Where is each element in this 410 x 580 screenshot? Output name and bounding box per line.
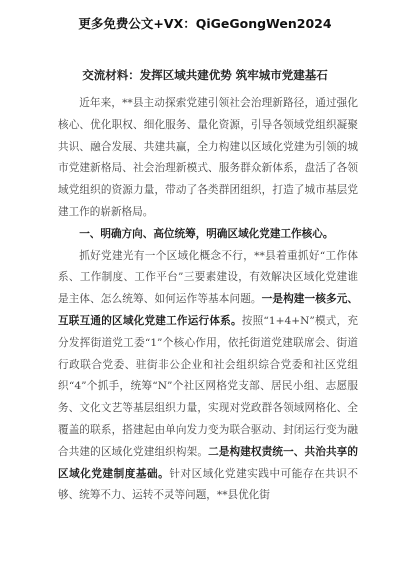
paragraph-text: 抓好党建光有一个区域化概念不行，**县着重抓好“工作体系、工作制度、工作平台”三要素建设，有效解决区域化党建谁是主体、怎么统筹、如何运作等基本问题。 — [58, 249, 358, 306]
promo-banner: 更多免费公文+VX：QiGeGongWen2024 — [78, 16, 332, 31]
paragraph-section-1 — [58, 246, 358, 508]
paragraph-intro: 近年来，**县主动探索党建引领社会治理新路径，通过强化核心、优化职权、细化服务、量化资源，引导各领域党组织凝聚共识、融合发展、共建共赢，全力构建以区域化党建为引领的城市党建新格局、社会治理新模式、服务群众新体系，盘活了各领域党组织的资源力量，带动了各类群团组织，打造了城市基层党建工作的崭新格局。 — [58, 97, 358, 218]
section-heading-1: 一、明确方向、高位统筹，明确区域化党建工作核心。 — [79, 227, 334, 240]
paragraph-text: 针对区域化党建实践中可能存在共识不够、统筹不力、运转不灵等问题，**县优化街 — [58, 467, 359, 502]
bold-point-1: 一是构建一核多元、互联互通的区域化党建工作运行体系。 — [58, 293, 358, 327]
document-body — [58, 93, 358, 507]
bold-point-2: 二是构建权责统一、共治共享的区域化党建制度基础。 — [58, 445, 358, 480]
document-title: 交流材料：发挥区域共建优势 筑牢城市党建基石 — [82, 68, 328, 82]
paragraph-text: 按照“1+4+N”模式，充分发挥街道党工委“1”个核心作用，依托街道党建联席会、街道行政联合党委、驻街非公企业和社会组织综合党委和社区党组织“4”个抓手，统筹“N”个社区网格党支部、居民小组、志愿服务、文化文艺等基层组织力量，实现对党政群各领域网格化、全覆盖的联系，搭建起由单向发力变为联合驱动、封闭运行变为融合共建的区域化党建组织构架。 — [58, 314, 358, 458]
